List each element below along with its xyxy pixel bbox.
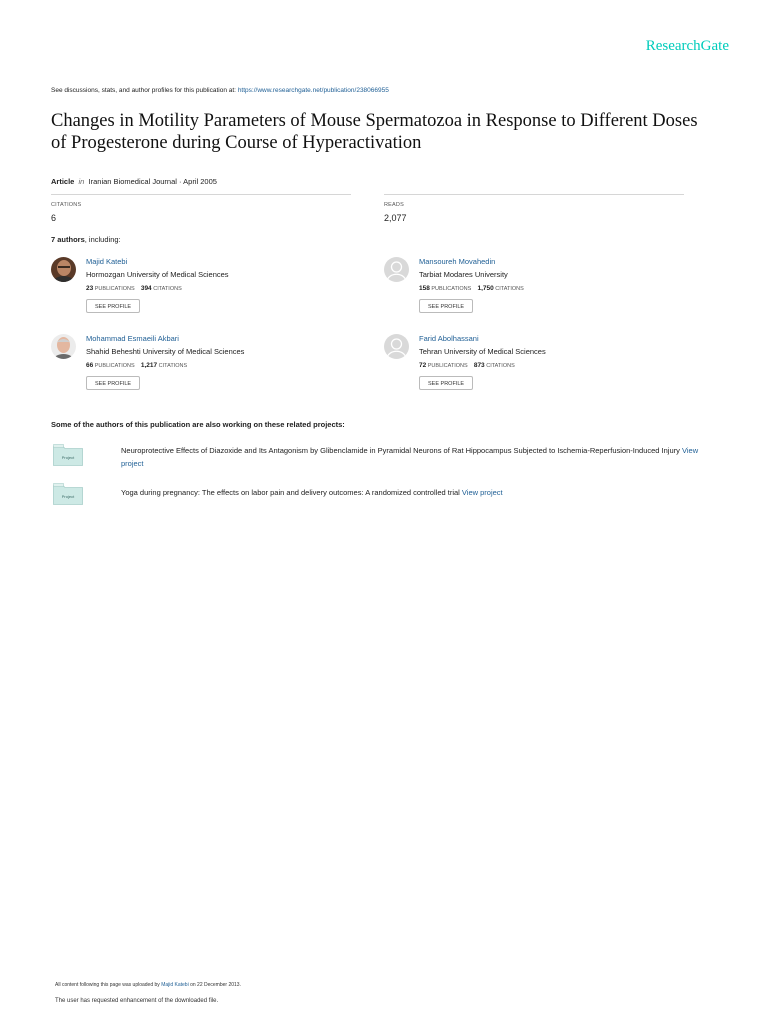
citations-label: CITATIONS	[158, 363, 188, 369]
author-name-link[interactable]: Mansoureh Movahedin	[419, 257, 496, 266]
reads-value: 2,077	[384, 213, 407, 223]
author-name-link[interactable]: Farid Abolhassani	[419, 334, 479, 343]
authors-suffix: , including:	[84, 235, 121, 244]
uploader-link[interactable]: Majid Katebi	[161, 982, 189, 988]
publications-label: PUBLICATIONS	[427, 363, 468, 369]
author-name-link[interactable]: Majid Katebi	[86, 257, 128, 266]
project-title: Yoga during pregnancy: The effects on labor pain and delivery outcomes: A randomized controlled trial	[121, 488, 460, 497]
upload-note	[55, 982, 241, 988]
author-card	[51, 334, 371, 396]
project-title: Neuroprotective Effects of Diazoxide and Its Antagonism by Glibenclamide in Pyramidal Neurons of Rat Hippocampus Subjected to Ischemia-Reperfusion-Induced Injury	[121, 446, 680, 455]
author-stats	[86, 285, 182, 292]
publication-meta	[51, 177, 217, 186]
discussion-line	[51, 87, 389, 94]
citations-count: 873	[473, 362, 485, 369]
author-photo[interactable]	[51, 257, 76, 282]
author-photo[interactable]	[51, 334, 76, 359]
citations-count: 394	[140, 285, 152, 292]
publications-count: 66	[86, 362, 94, 369]
citations-count: 1,217	[140, 362, 158, 369]
publications-label: PUBLICATIONS	[94, 363, 135, 369]
publications-count: 72	[419, 362, 427, 369]
reads-stat	[384, 194, 684, 223]
project-description	[121, 444, 706, 470]
publication-url-link[interactable]: https://www.researchgate.net/publication/238066955	[237, 87, 389, 94]
see-profile-button[interactable]: SEE PROFILE	[419, 376, 473, 390]
project-folder-label: Project	[61, 494, 75, 499]
project-folder-icon	[53, 483, 83, 505]
author-stats	[419, 362, 515, 369]
upload-suffix: on 22 December 2013.	[190, 982, 241, 988]
project-description	[121, 486, 706, 499]
see-profile-button[interactable]: SEE PROFILE	[86, 376, 140, 390]
project-folder-icon	[53, 444, 83, 466]
default-avatar-icon[interactable]	[384, 334, 409, 359]
author-name-link[interactable]: Mohammad Esmaeili Akbari	[86, 334, 179, 343]
author-institution: Tarbiat Modares University	[419, 270, 508, 279]
citations-label: CITATIONS	[495, 286, 524, 292]
citations-stat	[51, 194, 351, 223]
citations-label: CITATIONS	[153, 286, 182, 292]
author-institution: Tehran University of Medical Sciences	[419, 347, 546, 356]
article-type: Article	[51, 177, 75, 186]
see-profile-button[interactable]: SEE PROFILE	[419, 299, 473, 313]
citations-count: 1,750	[477, 285, 494, 292]
author-institution: Hormozgan University of Medical Sciences	[86, 270, 229, 279]
in-word: in	[78, 177, 85, 186]
publications-label: PUBLICATIONS	[94, 286, 135, 292]
view-project-link[interactable]: View project	[121, 446, 699, 468]
publications-label: PUBLICATIONS	[431, 286, 472, 292]
author-institution: Shahid Beheshti University of Medical Sciences	[86, 347, 245, 356]
related-projects-heading: Some of the authors of this publication are also working on these related projects:	[51, 420, 345, 429]
publications-count: 23	[86, 285, 94, 292]
enhancement-note: The user has requested enhancement of the downloaded file.	[55, 998, 219, 1004]
see-profile-button[interactable]: SEE PROFILE	[86, 299, 140, 313]
author-card	[384, 257, 704, 319]
publication-title: Changes in Motility Parameters of Mouse Spermatozoa in Response to Different Doses of Progesterone during Course of Hyperactivation	[51, 111, 698, 153]
publications-count: 158	[419, 285, 430, 292]
citations-value: 6	[51, 213, 57, 223]
researchgate-logo[interactable]: ResearchGate	[645, 38, 729, 54]
upload-prefix: All content following this page was uploaded by	[55, 982, 160, 988]
default-avatar-icon[interactable]	[384, 257, 409, 282]
author-card	[384, 334, 704, 396]
discussion-text: See discussions, stats, and author profiles for this publication at:	[51, 87, 236, 94]
authors-count: 7 authors	[51, 235, 85, 244]
citations-label: CITATIONS	[486, 363, 515, 369]
citations-label: CITATIONS	[51, 202, 82, 208]
reads-label: READS	[384, 202, 404, 208]
journal-name: Iranian Biomedical Journal · April 2005	[88, 177, 217, 186]
author-card	[51, 257, 371, 319]
project-folder-label: Project	[61, 455, 75, 460]
view-project-link[interactable]: View project	[461, 488, 503, 497]
authors-heading	[51, 235, 121, 244]
author-stats	[419, 285, 524, 292]
author-stats	[86, 362, 187, 369]
